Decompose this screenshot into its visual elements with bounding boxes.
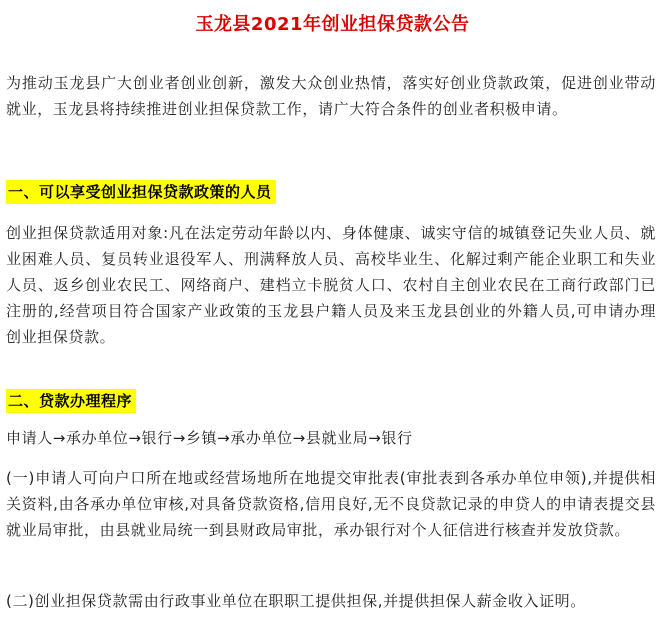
intro-paragraph: 为推动玉龙县广大创业者创业创新，激发大众创业热情，落实好创业贷款政策，促进创业带动就业，玉龙县将持续推进创业担保贷款工作，请广大符合条件的创业者积极申请。 [6,74,656,118]
process-flow: 申请人→承办单位→银行→乡镇→承办单位→县就业局→银行 [6,429,413,447]
section-1-heading: 一、可以享受创业担保贷款政策的人员 [6,180,276,204]
section-2-heading: 二、贷款办理程序 [6,389,136,413]
page-title: 玉龙县2021年创业担保贷款公告 [195,14,470,35]
section-2-paragraph-2: (二)创业担保贷款需由行政事业单位在职职工提供担保,并提供担保人薪金收入证明。 [6,592,586,610]
section-1-paragraph: 创业担保贷款适用对象:凡在法定劳动年龄以内、身体健康、诚实守信的城镇登记失业人员、就业困难人员、复员转业退役军人、刑满释放人员、高校毕业生、化解过剩产能企业职工和失业人员、返乡创业农民工、网络商户、建档立卡脱贫人口、农村自主创业农民在工商行政部门已注册的,经营项目符合国家产业政策的玉龙县户籍人员及来玉龙县创业的外籍人员,可申请办理创业担保贷款。 [6,224,656,346]
section-2-paragraph-1: (一)申请人可向户口所在地或经营场地所在地提交审批表(审批表到各承办单位申领),并提供相关资料,由各承办单位审核,对具备贷款资格,信用良好,无不良贷款记录的申贷人的申请表提交县就业局审批，由县就业局统一到县财政局审批，承办银行对个人征信进行核查并发放贷款。 [6,469,656,539]
